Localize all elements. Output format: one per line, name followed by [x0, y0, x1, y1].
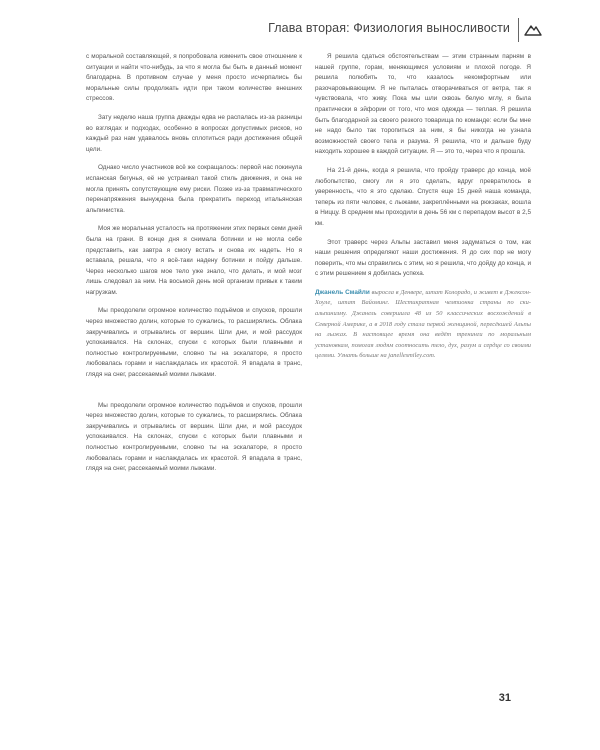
- page-number: 31: [498, 692, 511, 704]
- paragraph: Этот траверс через Альпы заставил меня задуматься о том, как наши решения определяют наши достижения. Я до сих пор не могу поверить, что мы справились с этим, но я решила, что дойду до конца, и с этим решением я добилась успеха.: [315, 238, 531, 278]
- left-text-column: [86, 52, 302, 483]
- paragraph: Моя же моральная усталость на протяжении этих первых семи дней была на грани. В конце дня я снимала ботинки и не могла себе представить, как завтра я смогу встать и снова их надеть. Но я вставала, решала, что я всё-таки надену ботинки и пойду дальше. Через несколько шагов мое тело уже знало, что делать, и мой мозг лишь следовал за ним. На восьмой день мой организм привык к таким нагрузкам.: [86, 225, 302, 296]
- author-name: Джанель Смайли: [315, 288, 370, 296]
- author-bio-text: выросла в Денвере, штат Колорадо, и живет в Джексон-Хоуле, штат Вайоминг. Шестикратная чемпионка страны по ски-альпинизму. Джанель совершила 48 из 50 классических восхождений в Северной Америке, а в 2018 году стала первой женщиной, пересёкшей Альпы на лыжах. В настоящее время она ведёт тренинги по моральным установкам, помогая людям соотносить тело, дух, разум и сердце со своими целями. Узнать больше на janellesmiley.com.: [315, 288, 531, 360]
- header-divider: [518, 18, 519, 42]
- paragraph: Я решила сдаться обстоятельствам — этим странным парням в нашей группе, горам, меняющимся условиям и плохой погоде. Я решила полюбить то, что казалось некомфортным или разочаровывающим. Я не пыталась отворачиваться от ветра, так я чувствовала, что живу. Пока мы шли сквозь белую мглу, я была практически в эйфории от того, что моя одежда — теплая. Я решила быть благодарной за своего резкого товарища по команде: если бы мне не надо было так торопиться за ним, я бы никогда не узнала возможностей своего тела и разума. Я решила, что и дальше буду находить хорошее в каждой ситуации. Я — это то, через что я прошла.: [315, 53, 531, 156]
- page-header: [0, 14, 600, 44]
- paragraph: Зату неделю наша группа дважды едва не распалась из-за разницы во взглядах и подходах, особенно в вопросах допустимых рисков, но каждый раз нам удавалось вновь сплотиться ради достижения общей цели.: [86, 113, 302, 153]
- paragraph: Мы преодолели огромное количество подъёмов и спусков, прошли через множество долин, которые то сужались, то расширялись. Облака закручивались и отрывались от вершин. Шли дни, и мой рассудок успокаивался. На склонах, спуски с которых были плавными и полностью контролируемыми, словно ты на эскалаторе, я просто любовалась горами и наслаждалась их красотой. Я впадала в транс, глядя на снег, рассекаемый моими лыжами.: [86, 307, 302, 379]
- paragraph: На 21-й день, когда я решила, что пройду траверс до конца, моё любопытство, смогу ли я это сделать, вдруг превратилось в уверенность, что я это сделаю. Спустя еще 15 дней наша команда, теперь из пяти человек, с лыжами, закреплёнными на рюкзаках, вошла в Ниццу. В среднем мы проходили в день 56 км с перепадом высот в 2,5 км.: [315, 166, 531, 227]
- paragraph: Однако число участников всё же сокращалось: первой нас покинула испанская бегунья, её не устраивал такой стиль движения, и она не могла принять сопутствующие ему риски. Позже из-за травматического перенапряжения вынуждена была прекратить переход итальянская альпинистка.: [86, 164, 302, 214]
- mountain-logo-icon: [524, 20, 542, 38]
- right-text-column: [315, 52, 531, 362]
- author-bio: [315, 288, 531, 362]
- chapter-title: Глава вторая: Физиология выносливости: [268, 21, 510, 35]
- paragraph: с моральной составляющей, я попробовала изменить свое отношение к ситуации и найти что-нибудь, за что я могла бы быть в данный момент благодарна. В противном случае у меня просто исчерпались бы моральные силы продолжать идти при таком количестве внешних стрессов.: [86, 53, 302, 103]
- paragraph: Мы преодолели огромное количество подъёмов и спусков, прошли через множество долин, которые то сужались, то расширялись. Облака закручивались и отрывались от вершин. Шли дни, и мой рассудок успокаивался. На склонах, спуски с которых были плавными и полностью контролируемыми, словно ты на эскалаторе, я просто любовалась горами и наслаждалась их красотой. Я впадала в транс, глядя на снег, рассекаемый моими лыжами.: [86, 401, 302, 473]
